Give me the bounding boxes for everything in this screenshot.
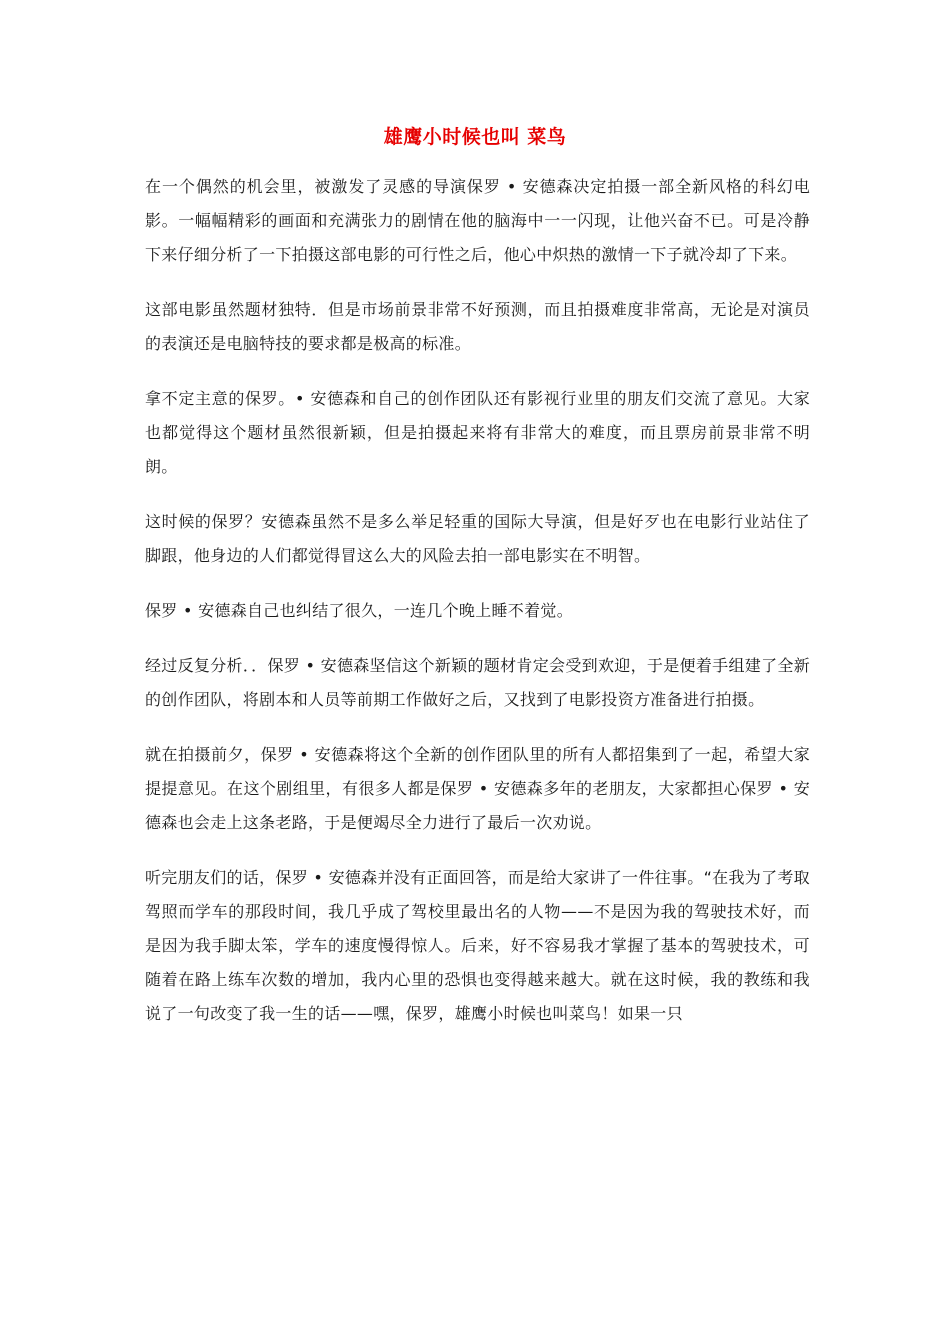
paragraph: 这时候的保罗？安德森虽然不是多么举足轻重的国际大导演，但是好歹也在电影行业站住了脚跟，他身边的人们都觉得冒这么大的风险去拍一部电影实在不明智。	[145, 512, 810, 565]
paragraph: 拿不定主意的保罗。• 安德森和自己的创作团队还有影视行业里的朋友们交流了意见。大家也都觉得这个题材虽然很新颖，但是拍摄起来将有非常大的难度，而且票房前景非常不明朗。	[145, 389, 810, 476]
document-body	[145, 170, 810, 1052]
paragraph: 在一个偶然的机会里，被激发了灵感的导演保罗 • 安德森决定拍摄一部全新风格的科幻电影。一幅幅精彩的画面和充满张力的剧情在他的脑海中一一闪现，让他兴奋不已。可是冷静下来仔细分析了一下拍摄这部电影的可行性之后，他心中炽热的激情一下子就冷却了下来。	[145, 177, 810, 264]
paragraph: 听完朋友们的话，保罗 • 安德森并没有正面回答，而是给大家讲了一件往事。“在我为了考取驾照而学车的那段时间，我几乎成了驾校里最出名的人物——不是因为我的驾驶技术好，而是因为我手脚太笨，学车的速度慢得惊人。后来，好不容易我才掌握了基本的驾驶技术，可随着在路上练车次数的增加，我内心里的恐惧也变得越来越大。就在这时候，我的教练和我说了一句改变了我一生的话——嘿，保罗，雄鹰小时候也叫菜鸟！如果一只	[145, 868, 810, 1023]
paragraph: 经过反复分析．．保罗 • 安德森坚信这个新颖的题材肯定会受到欢迎，于是便着手组建了全新的创作团队，将剧本和人员等前期工作做好之后，又找到了电影投资方准备进行拍摄。	[145, 656, 810, 709]
paragraph: 这部电影虽然题材独特．但是市场前景非常不好预测，而且拍摄难度非常高，无论是对演员的表演还是电脑特技的要求都是极高的标准。	[145, 300, 810, 353]
document-title: 雄鹰小时候也叫 菜鸟	[383, 126, 567, 148]
paragraph: 就在拍摄前夕，保罗 • 安德森将这个全新的创作团队里的所有人都招集到了一起，希望大家提提意见。在这个剧组里，有很多人都是保罗 • 安德森多年的老朋友，大家都担心保罗 • 安德森也会走上这条老路，于是便竭尽全力进行了最后一次劝说。	[145, 745, 810, 832]
paragraph: 保罗 • 安德森自己也纠结了很久，一连几个晚上睡不着觉。	[145, 601, 574, 620]
